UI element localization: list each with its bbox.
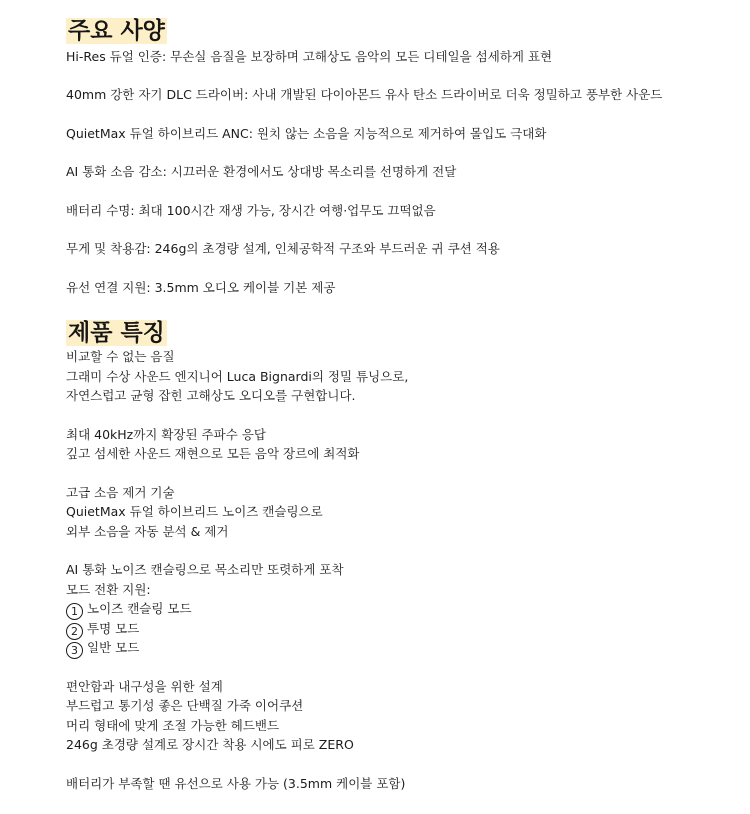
feature-wired-line: 배터리가 부족할 땐 유선으로 사용 가능 (3.5mm 케이블 포함) — [66, 776, 406, 791]
feature-ai-call-title: AI 통화 노이즈 캔슬링으로 목소리만 또렷하게 포착 — [66, 562, 344, 577]
specs-heading-text: 주요 사양 — [68, 18, 165, 44]
circled-number-2: 2 — [66, 623, 83, 640]
spec-item-anc: QuietMax 듀얼 하이브리드 ANC: 원치 않는 소음을 지능적으로 제거하여 몰입도 극대화 — [66, 126, 547, 141]
features-heading — [66, 318, 167, 348]
feature-comfort-line: 부드럽고 통기성 좋은 단백질 가죽 이어쿠션 — [66, 698, 304, 713]
spec-item-battery: 배터리 수명: 최대 100시간 재생 가능, 장시간 여행·업무도 끄떡없음 — [66, 203, 436, 218]
feature-comfort-title: 편안함과 내구성을 위한 설계 — [66, 679, 223, 694]
spec-item-ai-call: AI 통화 소음 감소: 시끄러운 환경에서도 상대방 목소리를 선명하게 전달 — [66, 164, 457, 179]
feature-mode-switch-label: 모드 전환 지원: — [66, 582, 151, 597]
feature-sound-line: 자연스럽고 균형 잡힌 고해상도 오디오를 구현합니다. — [66, 388, 356, 403]
mode-label: 노이즈 캔슬링 모드 — [87, 601, 192, 616]
feature-anc-line: 외부 소음을 자동 분석 & 제거 — [66, 524, 229, 539]
mode-list-item — [66, 638, 139, 659]
mode-label: 일반 모드 — [87, 640, 140, 655]
feature-comfort-line: 머리 형태에 맞게 조절 가능한 헤드밴드 — [66, 718, 280, 733]
feature-comfort-line: 246g 초경량 설계로 장시간 착용 시에도 피로 ZERO — [66, 737, 354, 752]
circled-number-3: 3 — [66, 642, 83, 659]
feature-frequency-line: 깊고 섬세한 사운드 재현으로 모든 음악 장르에 최적화 — [66, 446, 360, 461]
feature-anc-line: QuietMax 듀얼 하이브리드 노이즈 캔슬링으로 — [66, 504, 323, 519]
feature-anc-title: 고급 소음 제거 기술 — [66, 485, 175, 500]
mode-label: 투명 모드 — [87, 621, 140, 636]
feature-frequency-title: 최대 40kHz까지 확장된 주파수 응답 — [66, 427, 266, 442]
spec-item-hires: Hi-Res 듀얼 인증: 무손실 음질을 보장하며 고해상도 음악의 모든 디테일을 섬세하게 표현 — [66, 49, 553, 64]
specs-heading — [66, 16, 167, 46]
mode-list-item — [66, 599, 192, 620]
spec-item-weight: 무게 및 착용감: 246g의 초경량 설계, 인체공학적 구조와 부드러운 귀 쿠션 적용 — [66, 241, 500, 256]
feature-sound-title: 비교할 수 없는 음질 — [66, 349, 175, 364]
feature-sound-line: 그래미 수상 사운드 엔지니어 Luca Bignardi의 정밀 튜닝으로, — [66, 369, 409, 384]
mode-list-item — [66, 619, 139, 640]
spec-item-wired: 유선 연결 지원: 3.5mm 오디오 케이블 기본 제공 — [66, 280, 336, 295]
features-heading-text: 제품 특징 — [68, 320, 165, 346]
circled-number-1: 1 — [66, 603, 83, 620]
spec-item-driver: 40mm 강한 자기 DLC 드라이버: 사내 개발된 다이아몬드 유사 탄소 드라이버로 더욱 정밀하고 풍부한 사운드 — [66, 87, 663, 102]
